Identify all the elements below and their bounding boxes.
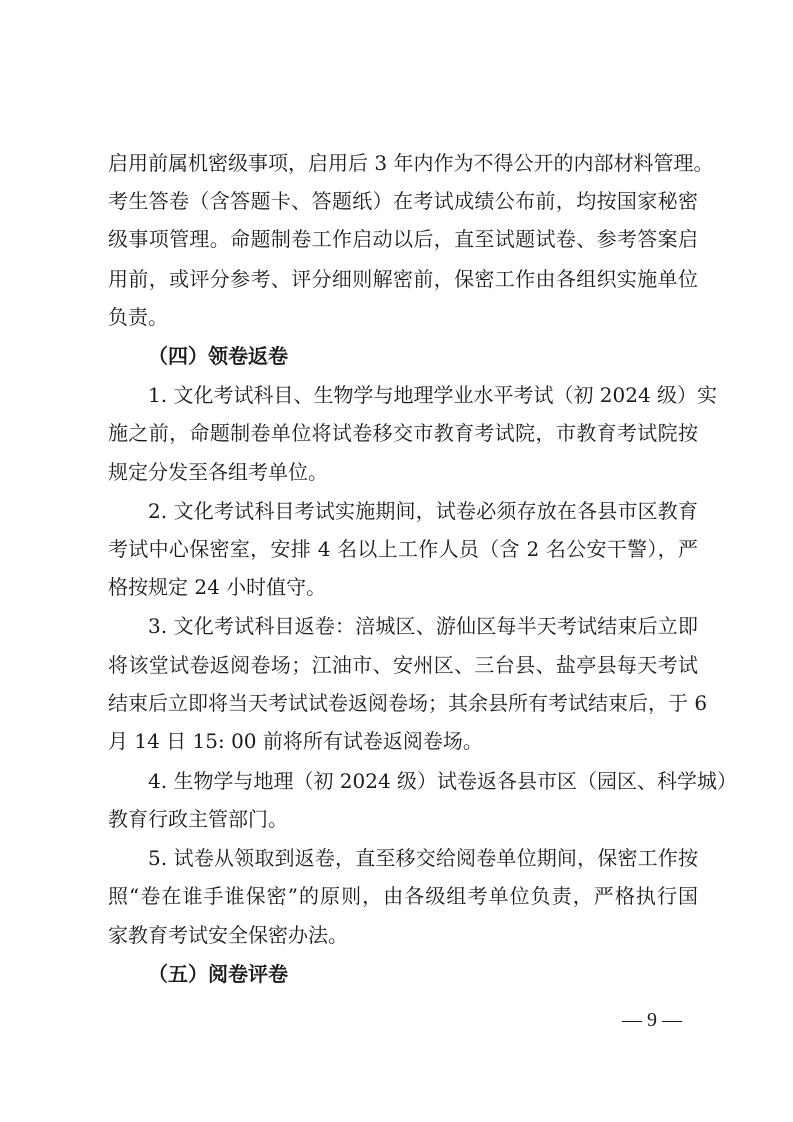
text-line: 4. 生物学与地理（初 2024 级）试卷返各县市区（园区、科学城） xyxy=(148,769,738,793)
text-line: 5. 试卷从领取到返卷，直至移交给阅卷单位期间，保密工作按 xyxy=(148,846,698,870)
text-line: 启用前属机密级事项，启用后 3 年内作为不得公开的内部材料管理。 xyxy=(108,151,714,175)
text-line: 级事项管理。命题制卷工作启动以后，直至试题试卷、参考答案启 xyxy=(108,227,698,251)
text-line: 照“卷在谁手谁保密”的原则，由各级组考单位负责，严格执行国 xyxy=(108,884,698,908)
text-line: 负责。 xyxy=(108,305,168,329)
text-line: 考试中心保密室，安排 4 名以上工作人员（含 2 名公安干警），严 xyxy=(108,537,698,561)
text-line: 结束后立即将当天考试试卷返阅卷场；其余县所有考试结束后，于 6 xyxy=(108,691,708,715)
page-number: — 9 — xyxy=(622,1009,682,1031)
text-line: 家教育考试安全保密办法。 xyxy=(108,923,348,947)
text-line: 月 14 日 15: 00 前将所有试卷返阅卷场。 xyxy=(108,729,483,753)
text-line: 2. 文化考试科目考试实施期间，试卷必须存放在各县市区教育 xyxy=(148,499,698,523)
section-heading: （五）阅卷评卷 xyxy=(148,962,288,986)
text-line: 施之前，命题制卷单位将试卷移交市教育考试院，市教育考试院按 xyxy=(108,421,698,445)
text-line: 规定分发至各组考单位。 xyxy=(108,460,328,484)
text-line: 格按规定 24 小时值守。 xyxy=(108,575,327,599)
text-line: 1. 文化考试科目、生物学与地理学业水平考试（初 2024 级）实 xyxy=(148,383,718,407)
section-heading: （四）领卷返卷 xyxy=(148,344,288,368)
text-line: 将该堂试卷返阅卷场；江油市、安州区、三台县、盐亭县每天考试 xyxy=(108,653,698,677)
text-line: 用前，或评分参考、评分细则解密前，保密工作由各组织实施单位 xyxy=(108,267,698,291)
text-line: 教育行政主管部门。 xyxy=(108,807,288,831)
text-line: 考生答卷（含答题卡、答题纸）在考试成绩公布前，均按国家秘密 xyxy=(108,189,698,213)
text-line: 3. 文化考试科目返卷：涪城区、游仙区每半天考试结束后立即 xyxy=(148,614,698,638)
